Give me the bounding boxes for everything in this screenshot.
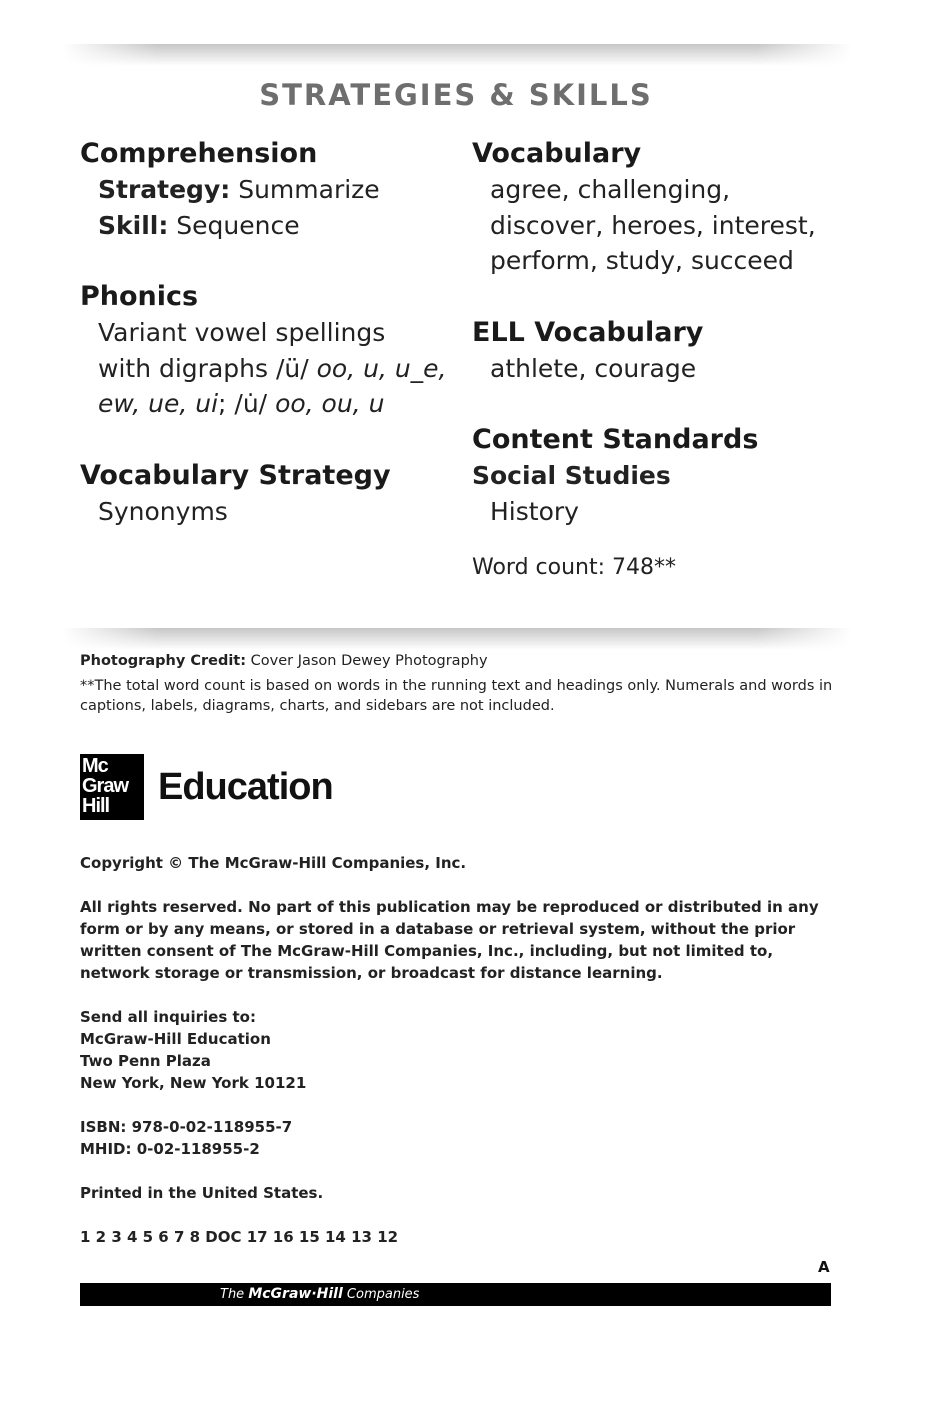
panel-top-shadow (62, 44, 852, 66)
comprehension-heading: Comprehension (80, 138, 318, 169)
vocabulary-heading: Vocabulary (472, 138, 642, 169)
copyright: Copyright © The McGraw-Hill Companies, Inc. (80, 854, 467, 872)
printed-notice: Printed in the United States. (80, 1184, 324, 1202)
mcgraw-hill-logo-box (80, 754, 144, 820)
strategy-label: Strategy: (98, 175, 231, 204)
vocabulary-strategy-heading: Vocabulary Strategy (80, 459, 391, 491)
content-standards-subheading: Social Studies (472, 461, 671, 490)
right-column (472, 136, 872, 583)
print-line: 1 2 3 4 5 6 7 8 DOC 17 16 15 14 13 12 (80, 1228, 399, 1246)
identifiers (80, 1116, 840, 1160)
strategy-value: Summarize (238, 175, 380, 204)
footer-companies: Companies (346, 1287, 420, 1302)
footer-company (150, 1287, 419, 1302)
phonics-heading: Phonics (80, 281, 199, 312)
vocabulary-line-3: perform, study, succeed (490, 246, 794, 275)
inquiries-line-2: McGraw-Hill Education (80, 1030, 271, 1048)
mhid: MHID: 0-02-118955-2 (80, 1140, 260, 1158)
phonics-digraph-text: with digraphs /ü/ (98, 353, 317, 383)
photo-credit-value: Cover Jason Dewey Photography (250, 653, 488, 669)
phonics-spellings-1: oo, u, u_e, (316, 353, 447, 383)
left-column (80, 136, 460, 529)
page-letter: A (818, 1258, 830, 1276)
credits (80, 651, 840, 721)
phonics-line-3 (80, 386, 460, 422)
phonics-line-2 (80, 351, 460, 387)
vocabulary-strategy-value: Synonyms (98, 496, 228, 526)
logo-education-text: Education (158, 765, 333, 808)
mcgraw-hill-education-logo (80, 754, 333, 820)
word-count: Word count: 748** (472, 555, 677, 580)
photo-credit-label: Photography Credit: (80, 653, 247, 669)
word-count-note: **The total word count is based on words in the running text and headings only. Numerals and words in captions, labels, diagrams, charts, and sidebars are not included. (80, 678, 833, 714)
skill-label: Skill: (98, 210, 169, 240)
panel-bottom-shadow (62, 628, 852, 650)
rights-notice: All rights reserved. No part of this publication may be reproduced or distributed in any form or by any means, or stored in a database or retrieval system, without the prior written consent of The McGraw-Hill Companies, Inc., including, but not limited to, network storage or transmission, or broadcast for distance learning. (80, 898, 819, 982)
inquiries-line-1: Send all inquiries to: (80, 1008, 256, 1026)
logo-line-mc: Mc (82, 755, 108, 777)
panel-title: STRATEGIES & SKILLS (259, 78, 653, 112)
phonics-line-1: Variant vowel spellings (98, 318, 386, 347)
photo-credit (80, 651, 840, 671)
inquiries (80, 1006, 840, 1094)
inquiries-line-3: Two Penn Plaza (80, 1052, 211, 1070)
footer-brand: McGraw·Hill (248, 1286, 343, 1302)
phonics-spellings-2: ew, ue, ui (98, 389, 219, 418)
phonics-spellings-3: oo, ou, u (275, 389, 385, 418)
footer-the: The (220, 1287, 245, 1302)
legal-block (80, 852, 840, 1270)
ell-vocabulary-heading: ELL Vocabulary (472, 316, 704, 348)
strategy-line (80, 172, 460, 208)
logo-line-graw: Graw (82, 775, 129, 797)
inquiries-line-4: New York, New York 10121 (80, 1074, 307, 1092)
skill-line (80, 208, 460, 244)
content-standards-heading: Content Standards (472, 424, 759, 455)
logo-line-hill: Hill (82, 795, 110, 817)
vocabulary-line-2: discover, heroes, interest, (490, 210, 816, 240)
skill-value: Sequence (176, 210, 300, 240)
content-standards-value: History (490, 496, 579, 526)
isbn: ISBN: 978-0-02-118955-7 (80, 1118, 293, 1136)
ell-vocabulary-value: athlete, courage (490, 353, 697, 383)
vocabulary-line-1: agree, challenging, (490, 175, 731, 204)
phonics-digraph-text-2: ; /u̇/ (218, 389, 276, 418)
footer-bar (80, 1283, 831, 1306)
